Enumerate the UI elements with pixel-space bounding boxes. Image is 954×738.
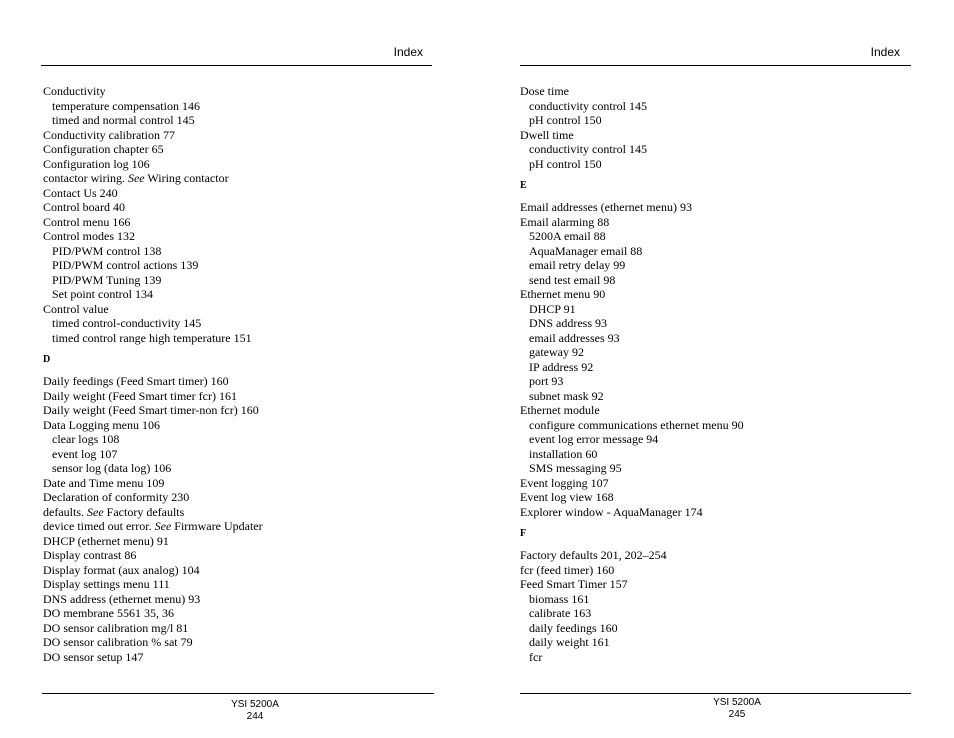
entry-text: clear logs 108 bbox=[52, 432, 120, 446]
entry-text: Dwell time bbox=[520, 127, 574, 142]
entry-text: configure communications ethernet menu 90 bbox=[529, 417, 744, 432]
index-entry bbox=[43, 142, 457, 157]
index-entry bbox=[43, 403, 457, 418]
index-entry bbox=[43, 186, 457, 201]
index-subentry bbox=[520, 389, 934, 404]
index-subentry bbox=[43, 99, 457, 114]
index-entry bbox=[520, 577, 934, 592]
index-entry bbox=[520, 128, 934, 143]
index-subentry bbox=[520, 432, 934, 447]
index-entry bbox=[43, 548, 457, 563]
index-subentry bbox=[520, 316, 934, 331]
entry-text: PID/PWM control actions 139 bbox=[52, 258, 199, 272]
index-subentry bbox=[43, 273, 457, 288]
entry-text: email retry delay 99 bbox=[529, 258, 626, 272]
index-entry bbox=[520, 505, 934, 520]
index-entry bbox=[520, 403, 934, 418]
entry-text: email addresses 93 bbox=[529, 330, 620, 345]
index-subentry bbox=[520, 258, 934, 273]
index-entry bbox=[520, 490, 934, 505]
entry-text: fcr (feed timer) 160 bbox=[520, 562, 615, 577]
index-subentry bbox=[520, 99, 934, 114]
index-entry bbox=[43, 519, 457, 534]
index-subentry bbox=[520, 418, 934, 433]
entry-text: Control menu 166 bbox=[43, 214, 131, 229]
entry-text: daily weight 161 bbox=[529, 635, 610, 649]
entry-text: daily feedings 160 bbox=[529, 620, 618, 635]
index-subentry bbox=[43, 331, 457, 346]
entry-text: Conductivity bbox=[43, 84, 106, 98]
header-rule bbox=[41, 65, 432, 66]
index-subentry bbox=[520, 157, 934, 172]
index-entry bbox=[520, 563, 934, 578]
entry-text: Control value bbox=[43, 301, 109, 316]
index-subentry bbox=[520, 606, 934, 621]
entry-text: fcr bbox=[529, 649, 543, 664]
entry-text: DO sensor calibration mg/l 81 bbox=[43, 620, 189, 635]
index-entry bbox=[520, 84, 934, 99]
entry-text: Display settings menu 111 bbox=[43, 577, 170, 591]
index-subentry bbox=[520, 244, 934, 259]
entry-text: Control modes 132 bbox=[43, 229, 135, 243]
entry-text: Event logging 107 bbox=[520, 475, 609, 490]
index-subentry bbox=[520, 374, 934, 389]
index-entry bbox=[43, 592, 457, 607]
see-reference: See bbox=[127, 171, 145, 185]
entry-text: conductivity control 145 bbox=[529, 98, 647, 113]
entry-text: Conductivity calibration 77 bbox=[43, 127, 175, 142]
footer-rule bbox=[520, 693, 911, 694]
entry-text: timed control range high temperature 151 bbox=[52, 330, 252, 345]
entry-text: Set point control 134 bbox=[52, 287, 153, 301]
entry-text: Email addresses (ethernet menu) 93 bbox=[520, 200, 692, 214]
index-entry bbox=[43, 563, 457, 578]
index-entry bbox=[43, 84, 457, 99]
index-subentry bbox=[520, 113, 934, 128]
entry-text: Factory defaults 201, 202–254 bbox=[520, 548, 667, 562]
entry-text: E bbox=[520, 180, 527, 191]
right-page bbox=[477, 0, 954, 738]
index-subentry bbox=[43, 461, 457, 476]
entry-text: D bbox=[43, 354, 51, 365]
entry-text: sensor log (data log) 106 bbox=[52, 461, 172, 475]
see-target: Firmware Updater bbox=[171, 519, 263, 533]
entry-text: IP address 92 bbox=[529, 359, 594, 374]
footer-product: YSI 5200A bbox=[231, 699, 279, 710]
index-letter-heading bbox=[43, 345, 457, 374]
index-subentry bbox=[520, 345, 934, 360]
entry-text: Control board 40 bbox=[43, 200, 125, 214]
entry-text: pH control 150 bbox=[529, 156, 602, 171]
index-subentry bbox=[520, 635, 934, 650]
index-entries bbox=[520, 84, 934, 664]
entry-text: Display contrast 86 bbox=[43, 548, 137, 562]
entry-text: Dose time bbox=[520, 84, 569, 98]
index-entries bbox=[43, 84, 457, 664]
index-subentry bbox=[43, 244, 457, 259]
index-entry bbox=[43, 171, 457, 186]
entry-text: Daily feedings (Feed Smart timer) 160 bbox=[43, 374, 229, 388]
index-entry bbox=[43, 200, 457, 215]
page-footer bbox=[0, 699, 510, 723]
index-entry bbox=[43, 635, 457, 650]
entry-text: calibrate 163 bbox=[529, 606, 592, 620]
entry-text: port 93 bbox=[529, 374, 564, 388]
index-entry bbox=[520, 476, 934, 491]
index-entry bbox=[43, 389, 457, 404]
entry-text: defaults. bbox=[43, 504, 87, 519]
entry-text: installation 60 bbox=[529, 446, 598, 461]
index-entry bbox=[43, 374, 457, 389]
entry-text: Date and Time menu 109 bbox=[43, 475, 165, 490]
index-entry bbox=[43, 577, 457, 592]
entry-text: PID/PWM Tuning 139 bbox=[52, 272, 162, 287]
entry-text: Daily weight (Feed Smart timer-non fcr) 160 bbox=[43, 403, 259, 417]
index-entry bbox=[43, 302, 457, 317]
index-subentry bbox=[520, 302, 934, 317]
index-subentry bbox=[520, 447, 934, 462]
index-subentry bbox=[43, 258, 457, 273]
index-entry bbox=[43, 128, 457, 143]
entry-text: device timed out error. bbox=[43, 519, 155, 533]
index-entry bbox=[43, 534, 457, 549]
entry-text: pH control 150 bbox=[529, 113, 602, 127]
entry-text: SMS messaging 95 bbox=[529, 461, 622, 475]
index-subentry bbox=[43, 447, 457, 462]
index-subentry bbox=[520, 461, 934, 476]
entry-text: DHCP (ethernet menu) 91 bbox=[43, 533, 169, 548]
index-entry bbox=[43, 650, 457, 665]
footer-page-number: 245 bbox=[728, 709, 746, 720]
entry-text: Configuration log 106 bbox=[43, 156, 150, 171]
index-subentry bbox=[43, 287, 457, 302]
index-subentry bbox=[43, 316, 457, 331]
entry-text: DNS address 93 bbox=[529, 316, 607, 330]
entry-text: event log 107 bbox=[52, 446, 118, 461]
index-letter-heading bbox=[520, 519, 934, 548]
index-subentry bbox=[520, 650, 934, 665]
index-entry bbox=[520, 287, 934, 302]
see-target: Factory defaults bbox=[103, 504, 185, 519]
see-target: Wiring contactor bbox=[144, 171, 229, 185]
entry-text: Feed Smart Timer 157 bbox=[520, 577, 628, 591]
entry-text: contactor wiring. bbox=[43, 171, 128, 185]
index-entry bbox=[43, 490, 457, 505]
index-letter-heading bbox=[520, 171, 934, 200]
entry-text: Contact Us 240 bbox=[43, 185, 118, 200]
entry-text: Display format (aux analog) 104 bbox=[43, 562, 200, 577]
see-reference: See bbox=[154, 519, 172, 533]
index-subentry bbox=[520, 229, 934, 244]
index-entry bbox=[520, 200, 934, 215]
index-subentry bbox=[520, 360, 934, 375]
index-subentry bbox=[520, 331, 934, 346]
page-footer bbox=[477, 697, 954, 721]
entry-text: Ethernet menu 90 bbox=[520, 287, 606, 301]
entry-text: Email alarming 88 bbox=[520, 214, 610, 229]
index-entry bbox=[43, 157, 457, 172]
index-entry bbox=[520, 548, 934, 563]
index-subentry bbox=[520, 142, 934, 157]
entry-text: F bbox=[520, 528, 527, 539]
entry-text: biomass 161 bbox=[529, 591, 590, 606]
entry-text: Configuration chapter 65 bbox=[43, 142, 164, 156]
entry-text: DNS address (ethernet menu) 93 bbox=[43, 591, 201, 606]
index-entry bbox=[43, 418, 457, 433]
index-subentry bbox=[43, 432, 457, 447]
entry-text: Declaration of conformity 230 bbox=[43, 490, 190, 504]
entry-text: DO membrane 5561 35, 36 bbox=[43, 606, 174, 620]
footer-page-number: 244 bbox=[246, 711, 264, 722]
index-entry bbox=[43, 505, 457, 520]
entry-text: AquaManager email 88 bbox=[529, 243, 643, 258]
entry-text: temperature compensation 146 bbox=[52, 98, 200, 113]
index-entry bbox=[520, 215, 934, 230]
header-rule bbox=[520, 65, 911, 66]
entry-text: Event log view 168 bbox=[520, 490, 614, 504]
entry-text: DHCP 91 bbox=[529, 301, 576, 316]
entry-text: PID/PWM control 138 bbox=[52, 243, 162, 258]
index-subentry bbox=[520, 621, 934, 636]
entry-text: timed control-conductivity 145 bbox=[52, 316, 202, 330]
index-entry bbox=[43, 606, 457, 621]
see-reference: See bbox=[87, 504, 104, 519]
index-entry bbox=[43, 476, 457, 491]
footer-product: YSI 5200A bbox=[713, 697, 761, 708]
entry-text: DO sensor calibration % sat 79 bbox=[43, 635, 193, 649]
entry-text: Explorer window - AquaManager 174 bbox=[520, 504, 703, 519]
entry-text: Daily weight (Feed Smart timer fcr) 161 bbox=[43, 388, 237, 403]
footer-rule bbox=[42, 693, 434, 694]
entry-text: Ethernet module bbox=[520, 403, 600, 417]
entry-text: Data Logging menu 106 bbox=[43, 417, 160, 432]
entry-text: send test email 98 bbox=[529, 272, 616, 287]
entry-text: 5200A email 88 bbox=[529, 229, 606, 243]
entry-text: subnet mask 92 bbox=[529, 388, 604, 403]
page-header-title: Index bbox=[393, 45, 423, 59]
entry-text: gateway 92 bbox=[529, 345, 584, 359]
entry-text: DO sensor setup 147 bbox=[43, 649, 144, 664]
index-entry bbox=[43, 621, 457, 636]
entry-text: event log error message 94 bbox=[529, 432, 659, 446]
index-subentry bbox=[520, 592, 934, 607]
index-subentry bbox=[520, 273, 934, 288]
entry-text: conductivity control 145 bbox=[529, 142, 647, 156]
index-entry bbox=[43, 215, 457, 230]
index-subentry bbox=[43, 113, 457, 128]
entry-text: timed and normal control 145 bbox=[52, 113, 195, 127]
page-header-title: Index bbox=[870, 45, 900, 59]
index-entry bbox=[43, 229, 457, 244]
